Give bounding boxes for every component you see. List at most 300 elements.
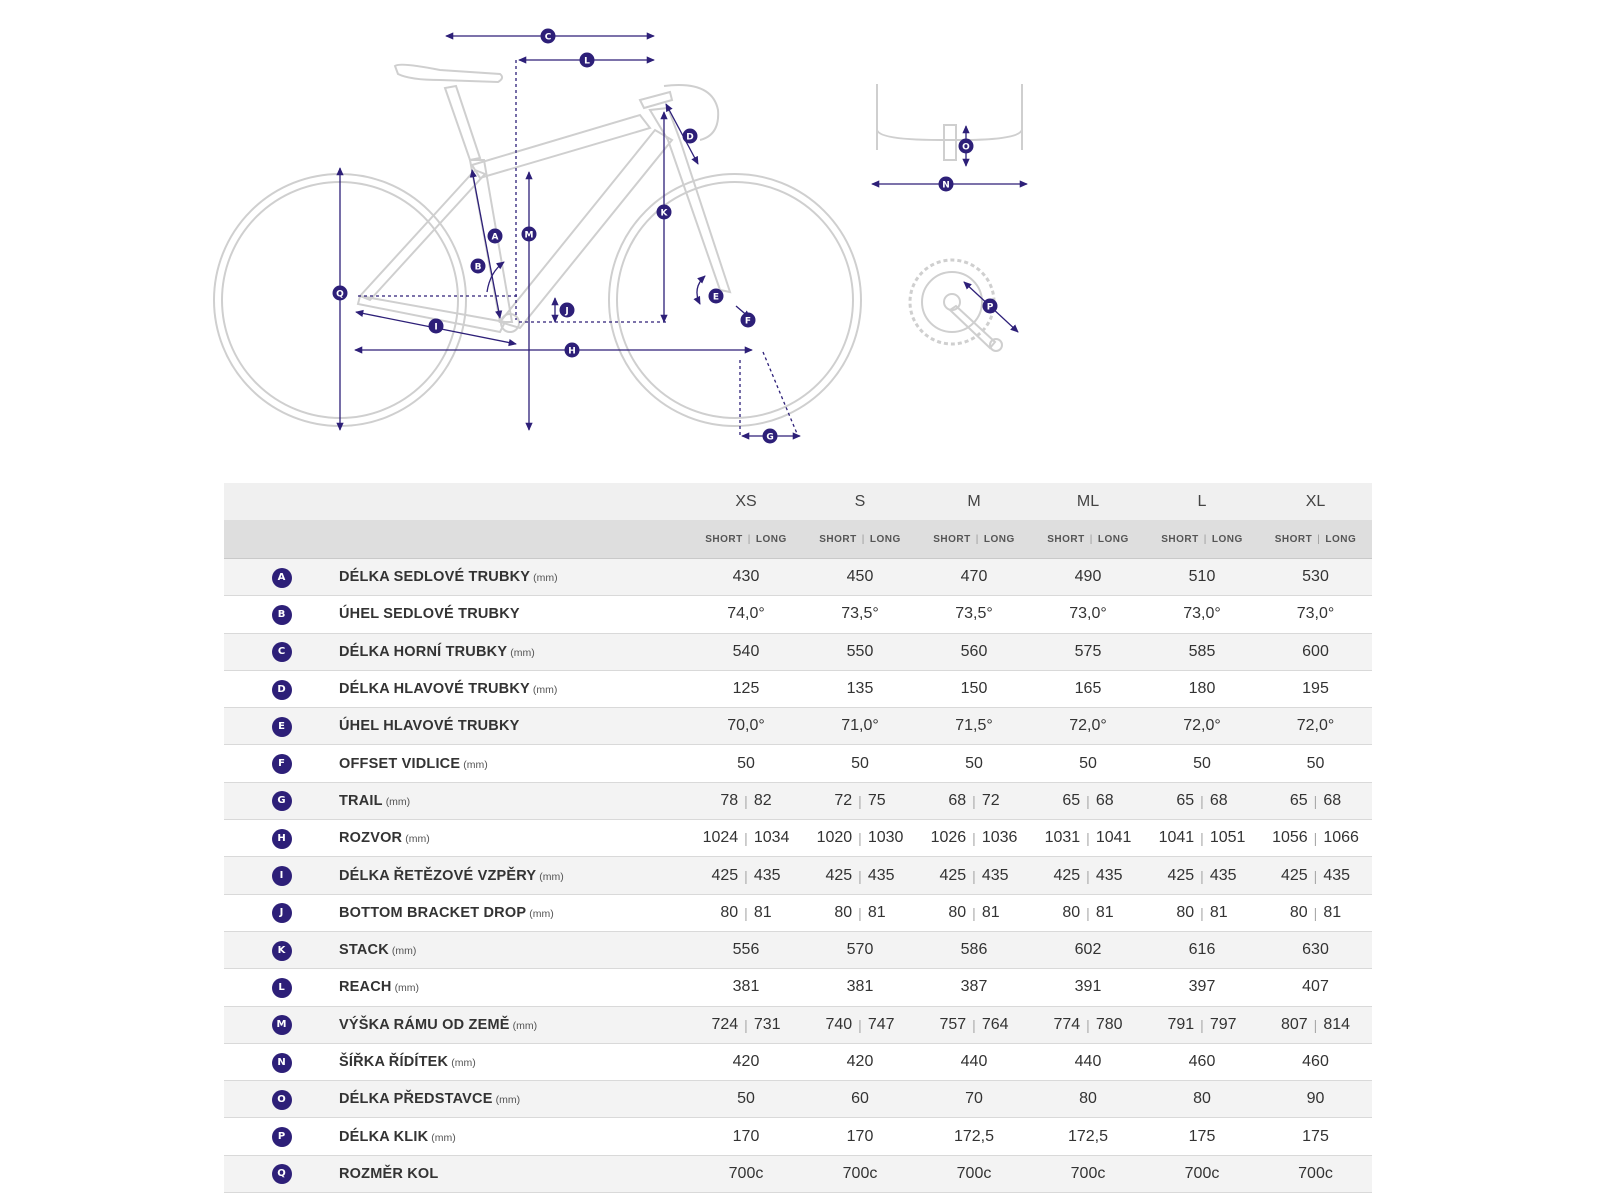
value-separator: | <box>744 830 748 847</box>
svg-text:B: B <box>474 262 482 273</box>
short-label: SHORT <box>1047 533 1085 545</box>
table-row <box>224 1118 1372 1155</box>
long-value: 81 <box>867 903 886 921</box>
short-long-header-row <box>224 520 1372 559</box>
value-cell: 700c <box>1259 1155 1372 1192</box>
parameter-name: DÉLKA PŘEDSTAVCE <box>339 1091 493 1108</box>
parameter-name: ÚHEL SEDLOVÉ TRUBKY <box>339 606 520 623</box>
value-cell: 381 <box>689 969 803 1006</box>
label-b <box>471 259 486 274</box>
value-cell: 586 <box>917 931 1031 968</box>
value-cell: 170 <box>803 1118 917 1155</box>
value-separator: | <box>972 904 976 921</box>
parameter-unit: (mm) <box>451 1057 476 1069</box>
svg-text:N: N <box>942 180 950 191</box>
row-letter-cell <box>224 1043 339 1080</box>
short-label: SHORT <box>819 533 857 545</box>
parameter-name: VÝŠKA RÁMU OD ZEMĚ <box>339 1016 510 1033</box>
short-long-pair <box>825 867 894 885</box>
row-name-cell <box>339 931 689 968</box>
row-letter-cell <box>224 1006 339 1043</box>
short-long-pair <box>1062 904 1113 922</box>
short-value: 425 <box>825 866 853 884</box>
value-cell: 420 <box>803 1043 917 1080</box>
table-row <box>224 708 1372 745</box>
parameter-name: ROZMĚR KOL <box>339 1165 439 1182</box>
short-long-pair <box>1045 829 1132 847</box>
short-value: 425 <box>1053 866 1081 884</box>
row-letter-cell <box>224 670 339 707</box>
svg-text:G: G <box>766 432 774 443</box>
value-cell-short-long <box>1031 894 1145 931</box>
short-long-pair <box>939 867 1008 885</box>
value-cell: 600 <box>1259 633 1372 670</box>
long-value: 435 <box>981 866 1009 884</box>
parameter-unit: (mm) <box>539 870 564 883</box>
long-label: LONG <box>1097 533 1129 545</box>
short-long-pair <box>1159 829 1246 847</box>
table-row <box>224 1043 1372 1080</box>
row-name-cell <box>339 820 689 857</box>
long-value: 72 <box>981 791 1000 809</box>
size-header: M <box>917 483 1031 520</box>
value-cell: 560 <box>917 633 1031 670</box>
short-value: 425 <box>1167 866 1195 884</box>
label-d <box>683 129 698 144</box>
table-row <box>224 745 1372 782</box>
long-value: 435 <box>1209 866 1237 884</box>
long-value: 435 <box>753 866 781 884</box>
dim-arc-e <box>697 276 705 304</box>
row-letter-cell <box>224 969 339 1006</box>
table-row <box>224 670 1372 707</box>
short-value: 425 <box>939 866 967 884</box>
value-separator: | <box>1313 1016 1318 1033</box>
value-cell-short-long <box>1031 1006 1145 1043</box>
value-cell: 556 <box>689 931 803 968</box>
value-cell-short-long <box>689 782 803 819</box>
parameter-name: STACK <box>339 942 389 959</box>
value-cell: 71,5° <box>917 708 1031 745</box>
value-cell: 74,0° <box>689 596 803 633</box>
value-cell: 616 <box>1145 931 1259 968</box>
svg-text:D: D <box>686 132 694 143</box>
value-cell: 440 <box>917 1043 1031 1080</box>
value-cell: 90 <box>1259 1081 1372 1118</box>
value-cell: 50 <box>1259 745 1372 782</box>
value-separator: | <box>1313 830 1318 847</box>
long-label: LONG <box>1211 533 1243 545</box>
value-cell: 450 <box>803 559 917 596</box>
value-cell: 381 <box>803 969 917 1006</box>
table-row <box>224 820 1372 857</box>
svg-text:P: P <box>986 302 994 313</box>
svg-text:F: F <box>744 316 752 327</box>
short-long-pair <box>1167 867 1236 885</box>
row-letter-badge: F <box>272 754 292 774</box>
value-cell: 73,5° <box>917 596 1031 633</box>
parameter-unit: (mm) <box>495 1094 521 1107</box>
short-long-separator: | <box>747 533 751 545</box>
row-letter-badge: Q <box>272 1164 292 1184</box>
long-value: 1041 <box>1095 829 1132 847</box>
short-long-label <box>689 520 803 559</box>
short-value: 80 <box>948 903 967 921</box>
parameter-unit: (mm) <box>463 758 488 771</box>
parameter-name: DÉLKA KLIK <box>339 1128 429 1145</box>
short-long-pair <box>1281 1016 1350 1034</box>
geometry-table <box>224 483 1372 1193</box>
short-long-pair <box>1053 1016 1122 1034</box>
value-separator: | <box>744 867 748 884</box>
row-letter-cell <box>224 894 339 931</box>
value-cell: 602 <box>1031 931 1145 968</box>
value-cell-short-long <box>1145 1006 1259 1043</box>
short-label: SHORT <box>1274 533 1313 545</box>
value-cell: 550 <box>803 633 917 670</box>
value-cell: 73,0° <box>1145 596 1259 633</box>
label-c <box>541 29 556 44</box>
value-separator: | <box>1313 792 1318 809</box>
long-value: 68 <box>1323 791 1342 809</box>
parameter-name: TRAIL <box>339 792 383 809</box>
value-separator: | <box>972 1016 976 1033</box>
parameter-unit: (mm) <box>391 945 417 958</box>
short-value: 80 <box>1176 903 1195 921</box>
value-cell-short-long <box>1031 857 1145 894</box>
short-label: SHORT <box>705 533 743 545</box>
value-cell: 71,0° <box>803 708 917 745</box>
value-cell: 73,5° <box>803 596 917 633</box>
value-cell: 387 <box>917 969 1031 1006</box>
parameter-name: DÉLKA SEDLOVÉ TRUBKY <box>339 569 531 586</box>
table-row <box>224 559 1372 596</box>
parameter-unit: (mm) <box>533 572 558 585</box>
value-cell-short-long <box>1259 1006 1372 1043</box>
short-long-pair <box>1290 904 1341 922</box>
long-label: LONG <box>1325 533 1357 545</box>
label-m <box>522 227 537 242</box>
handlebar-detail <box>872 84 1027 184</box>
long-label: LONG <box>869 533 901 545</box>
row-name-cell <box>339 745 689 782</box>
table-row <box>224 1155 1372 1192</box>
short-long-label <box>803 520 917 559</box>
short-value: 80 <box>834 903 853 921</box>
short-long-pair <box>1281 867 1350 885</box>
value-separator: | <box>1086 792 1090 809</box>
short-long-separator: | <box>1089 533 1093 545</box>
value-cell-short-long <box>689 894 803 931</box>
short-long-pair <box>720 792 771 810</box>
row-letter-cell <box>224 857 339 894</box>
short-long-separator: | <box>975 533 979 545</box>
size-header: XS <box>689 483 803 520</box>
long-value: 747 <box>867 1015 895 1033</box>
short-value: 68 <box>948 791 967 809</box>
svg-text:C: C <box>544 32 552 43</box>
value-cell: 490 <box>1031 559 1145 596</box>
row-name-cell <box>339 596 689 633</box>
short-long-pair <box>1062 792 1113 810</box>
short-long-pair <box>1053 867 1122 885</box>
short-long-label <box>917 520 1031 559</box>
row-name-cell <box>339 1081 689 1118</box>
long-value: 1030 <box>867 829 904 847</box>
value-cell: 195 <box>1259 670 1372 707</box>
short-value: 1024 <box>702 829 739 847</box>
size-header: XL <box>1259 483 1372 520</box>
parameter-name: BOTTOM BRACKET DROP <box>339 904 527 921</box>
label-j <box>560 303 575 318</box>
value-cell: 510 <box>1145 559 1259 596</box>
parameter-name: ROZVOR <box>339 830 403 847</box>
row-name-cell <box>339 894 689 931</box>
short-long-pair <box>703 829 790 847</box>
value-cell-short-long <box>689 820 803 857</box>
row-name-cell <box>339 1043 689 1080</box>
long-value: 1066 <box>1323 829 1359 847</box>
header-blank-2 <box>339 483 689 520</box>
row-letter-badge: I <box>272 866 292 886</box>
row-letter-badge: C <box>272 642 292 662</box>
value-cell: 72,0° <box>1259 708 1372 745</box>
row-letter-cell <box>224 820 339 857</box>
value-cell: 700c <box>1145 1155 1259 1192</box>
header-blank-2 <box>339 520 689 559</box>
size-header: ML <box>1031 483 1145 520</box>
label-a <box>488 229 503 244</box>
value-separator: | <box>1200 1016 1204 1033</box>
svg-text:O: O <box>962 142 970 153</box>
value-separator: | <box>1086 1016 1090 1033</box>
short-long-pair <box>1176 792 1227 810</box>
row-letter-badge: K <box>272 941 292 961</box>
row-letter-badge: N <box>272 1053 292 1073</box>
svg-text:J: J <box>565 306 569 317</box>
value-cell: 125 <box>689 670 803 707</box>
long-value: 1051 <box>1209 829 1246 847</box>
table-row <box>224 596 1372 633</box>
bike-frame-outline <box>214 65 861 426</box>
short-long-pair <box>1272 829 1359 847</box>
row-letter-cell <box>224 1155 339 1192</box>
row-letter-cell <box>224 708 339 745</box>
short-long-label <box>1031 520 1145 559</box>
size-header: L <box>1145 483 1259 520</box>
table-row <box>224 931 1372 968</box>
value-cell: 570 <box>803 931 917 968</box>
value-cell: 80 <box>1145 1081 1259 1118</box>
label-n <box>939 177 954 192</box>
value-separator: | <box>1313 904 1318 921</box>
label-p <box>983 299 998 314</box>
value-separator: | <box>972 830 976 847</box>
row-letter-badge: L <box>272 978 292 998</box>
short-value: 72 <box>834 791 853 809</box>
value-separator: | <box>744 1016 748 1033</box>
value-cell-short-long <box>689 1006 803 1043</box>
value-cell-short-long <box>1145 857 1259 894</box>
parameter-unit: (mm) <box>385 795 411 808</box>
long-label: LONG <box>983 533 1015 545</box>
row-name-cell <box>339 782 689 819</box>
long-value: 780 <box>1095 1015 1123 1033</box>
value-cell: 172,5 <box>917 1118 1031 1155</box>
label-h <box>565 343 580 358</box>
value-cell-short-long <box>1145 820 1259 857</box>
long-value: 81 <box>1095 903 1114 921</box>
value-cell: 70,0° <box>689 708 803 745</box>
short-value: 65 <box>1289 791 1308 809</box>
row-name-cell <box>339 857 689 894</box>
value-cell-short-long <box>917 1006 1031 1043</box>
value-cell-short-long <box>803 894 917 931</box>
value-cell: 407 <box>1259 969 1372 1006</box>
value-separator: | <box>1313 867 1318 884</box>
value-separator: | <box>1200 867 1204 884</box>
short-long-pair <box>939 1016 1008 1034</box>
value-cell-short-long <box>1259 857 1372 894</box>
row-letter-badge: G <box>272 791 292 811</box>
value-separator: | <box>858 1016 862 1033</box>
row-letter-badge: P <box>272 1127 292 1147</box>
value-cell: 170 <box>689 1118 803 1155</box>
value-cell: 700c <box>917 1155 1031 1192</box>
row-name-cell <box>339 1006 689 1043</box>
value-separator: | <box>1200 792 1204 809</box>
svg-text:K: K <box>660 208 668 219</box>
row-name-cell <box>339 633 689 670</box>
row-letter-badge: B <box>272 605 292 625</box>
value-cell: 470 <box>917 559 1031 596</box>
value-cell: 165 <box>1031 670 1145 707</box>
value-cell: 73,0° <box>1259 596 1372 633</box>
long-value: 81 <box>1323 903 1342 921</box>
row-letter-badge: H <box>272 829 292 849</box>
diagram-labels <box>333 29 998 444</box>
header-blank <box>224 520 339 559</box>
value-cell-short-long <box>1031 782 1145 819</box>
parameter-name: ŠÍŘKA ŘÍDÍTEK <box>339 1054 449 1070</box>
short-value: 1020 <box>816 829 853 847</box>
value-cell-short-long <box>917 857 1031 894</box>
row-letter-badge: J <box>272 903 292 923</box>
value-cell: 50 <box>689 745 803 782</box>
short-value: 724 <box>711 1015 739 1033</box>
crankset-detail <box>910 260 1018 351</box>
value-cell: 50 <box>689 1081 803 1118</box>
svg-text:Q: Q <box>336 289 344 300</box>
parameter-name: DÉLKA HLAVOVÉ TRUBKY <box>339 681 530 698</box>
parameter-unit: (mm) <box>394 982 420 995</box>
value-cell: 440 <box>1031 1043 1145 1080</box>
short-long-pair <box>948 792 999 810</box>
label-k <box>657 205 672 220</box>
short-long-pair <box>720 904 771 922</box>
value-cell: 80 <box>1031 1081 1145 1118</box>
value-cell: 72,0° <box>1031 708 1145 745</box>
value-cell-short-long <box>803 857 917 894</box>
value-cell-short-long <box>1145 894 1259 931</box>
long-value: 81 <box>753 903 772 921</box>
table-row <box>224 782 1372 819</box>
short-value: 1041 <box>1158 829 1195 847</box>
value-cell: 175 <box>1259 1118 1372 1155</box>
parameter-unit: (mm) <box>532 684 558 697</box>
value-cell: 530 <box>1259 559 1372 596</box>
label-o <box>959 139 974 154</box>
value-separator: | <box>858 792 862 809</box>
short-value: 80 <box>1062 903 1081 921</box>
size-header-row <box>224 483 1372 520</box>
value-separator: | <box>1086 830 1090 847</box>
value-cell: 50 <box>917 745 1031 782</box>
long-value: 81 <box>1209 903 1228 921</box>
long-value: 797 <box>1209 1015 1237 1033</box>
value-cell: 397 <box>1145 969 1259 1006</box>
parameter-name: DÉLKA HORNÍ TRUBKY <box>339 643 508 660</box>
long-value: 68 <box>1095 791 1114 809</box>
svg-text:E: E <box>712 292 720 303</box>
parameter-unit: (mm) <box>510 646 535 659</box>
value-cell: 585 <box>1145 633 1259 670</box>
parameter-unit: (mm) <box>529 907 554 920</box>
svg-text:H: H <box>568 346 576 357</box>
short-value: 740 <box>825 1015 853 1033</box>
value-cell: 70 <box>917 1081 1031 1118</box>
value-cell: 700c <box>689 1155 803 1192</box>
row-letter-badge: O <box>272 1090 292 1110</box>
short-value: 791 <box>1167 1015 1195 1033</box>
value-cell: 630 <box>1259 931 1372 968</box>
label-i <box>429 319 444 334</box>
value-cell-short-long <box>689 857 803 894</box>
value-cell: 172,5 <box>1031 1118 1145 1155</box>
short-long-separator: | <box>1317 533 1321 545</box>
short-value: 65 <box>1062 791 1081 809</box>
short-value: 425 <box>1280 866 1308 884</box>
value-cell: 73,0° <box>1031 596 1145 633</box>
table-row <box>224 894 1372 931</box>
parameter-name: ÚHEL HLAVOVÉ TRUBKY <box>339 718 520 735</box>
value-cell-short-long <box>917 820 1031 857</box>
value-cell: 50 <box>1145 745 1259 782</box>
value-separator: | <box>1200 904 1204 921</box>
value-cell: 72,0° <box>1145 708 1259 745</box>
row-name-cell <box>339 969 689 1006</box>
long-value: 81 <box>981 903 1000 921</box>
row-letter-badge: A <box>272 568 292 588</box>
header-blank <box>224 483 339 520</box>
value-cell: 50 <box>803 745 917 782</box>
value-cell-short-long <box>1031 820 1145 857</box>
row-name-cell <box>339 1155 689 1192</box>
row-letter-cell <box>224 633 339 670</box>
short-value: 425 <box>711 866 739 884</box>
value-cell: 391 <box>1031 969 1145 1006</box>
short-long-pair <box>711 867 780 885</box>
value-cell-short-long <box>1145 782 1259 819</box>
short-long-pair <box>834 904 885 922</box>
short-value: 80 <box>1289 903 1308 921</box>
short-long-pair <box>825 1016 894 1034</box>
parameter-name: DÉLKA ŘETĚZOVÉ VZPĚRY <box>339 867 537 884</box>
value-cell-short-long <box>803 1006 917 1043</box>
parameter-unit: (mm) <box>512 1019 538 1032</box>
short-label: SHORT <box>933 533 971 545</box>
long-value: 68 <box>1209 791 1228 809</box>
